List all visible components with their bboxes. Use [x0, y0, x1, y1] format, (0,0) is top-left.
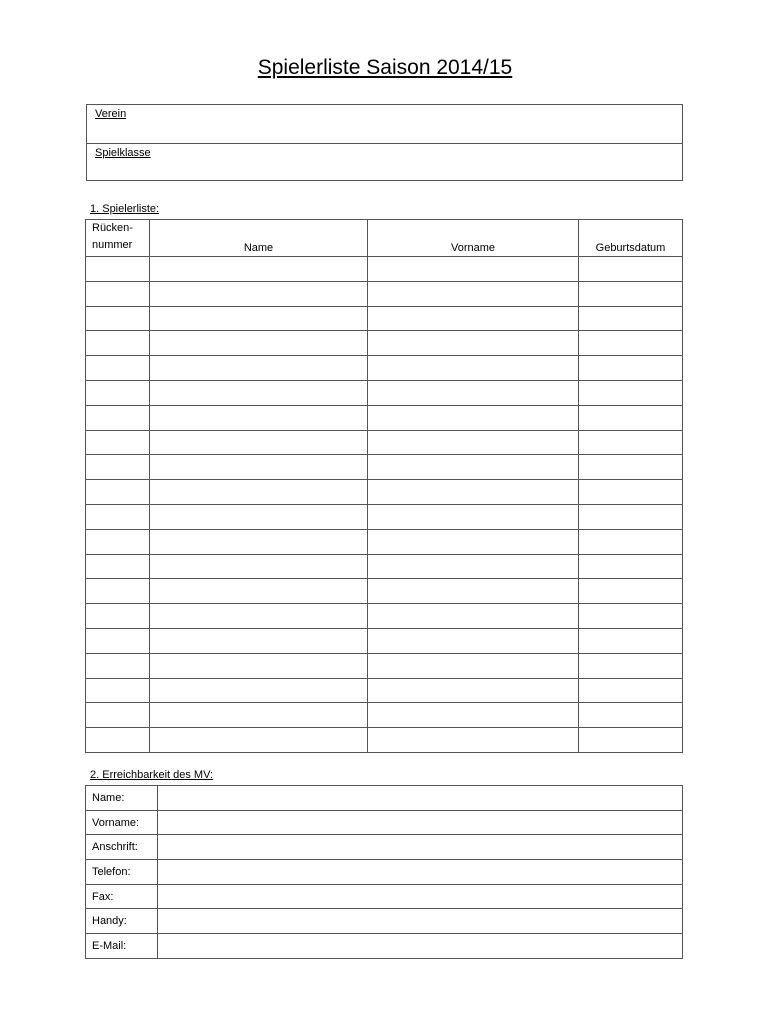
name-cell[interactable] [150, 380, 368, 405]
rueckennummer-cell[interactable] [86, 504, 150, 529]
verein-label: Verein [95, 108, 127, 120]
vorname-cell[interactable] [368, 331, 579, 356]
name-cell[interactable] [150, 455, 368, 480]
contact-value-field[interactable] [158, 835, 683, 860]
table-row [86, 405, 683, 430]
table-row [86, 455, 683, 480]
contact-row [86, 835, 683, 860]
player-table-header [86, 220, 683, 257]
name-cell[interactable] [150, 653, 368, 678]
contact-label: Vorname: [86, 810, 158, 835]
geburtsdatum-cell[interactable] [579, 703, 683, 728]
vorname-cell[interactable] [368, 653, 579, 678]
name-cell[interactable] [150, 480, 368, 505]
table-row [86, 504, 683, 529]
contact-row [86, 810, 683, 835]
contact-label: Handy: [86, 909, 158, 934]
page-title: Spielerliste Saison 2014/15 [257, 56, 513, 79]
vorname-cell[interactable] [368, 356, 579, 381]
geburtsdatum-cell[interactable] [579, 504, 683, 529]
geburtsdatum-cell[interactable] [579, 281, 683, 306]
contact-value-field[interactable] [158, 934, 683, 959]
geburtsdatum-cell[interactable] [579, 257, 683, 282]
vorname-cell[interactable] [368, 455, 579, 480]
column-header-vorname: Vorname [368, 220, 579, 257]
table-row [86, 529, 683, 554]
geburtsdatum-cell[interactable] [579, 653, 683, 678]
name-cell[interactable] [150, 306, 368, 331]
rueckennummer-cell[interactable] [86, 405, 150, 430]
contact-row [86, 909, 683, 934]
name-cell[interactable] [150, 529, 368, 554]
contact-value-field[interactable] [158, 884, 683, 909]
geburtsdatum-cell[interactable] [579, 554, 683, 579]
contact-value-field[interactable] [158, 786, 683, 811]
table-row [86, 430, 683, 455]
table-row [86, 579, 683, 604]
contact-value-field[interactable] [158, 909, 683, 934]
table-row [86, 356, 683, 381]
vorname-cell[interactable] [368, 678, 579, 703]
rueckennummer-cell[interactable] [86, 728, 150, 753]
spielklasse-label: Spielklasse [95, 147, 151, 159]
geburtsdatum-cell[interactable] [579, 529, 683, 554]
club-info-box [86, 104, 683, 181]
column-header-name: Name [150, 220, 368, 257]
geburtsdatum-cell[interactable] [579, 579, 683, 604]
vorname-cell[interactable] [368, 480, 579, 505]
contact-row [86, 786, 683, 811]
verein-field[interactable] [87, 105, 682, 143]
player-list-table [85, 219, 683, 753]
contact-row [86, 884, 683, 909]
rueckennummer-cell[interactable] [86, 306, 150, 331]
name-cell[interactable] [150, 405, 368, 430]
vorname-cell[interactable] [368, 554, 579, 579]
rueckennummer-cell[interactable] [86, 331, 150, 356]
vorname-cell[interactable] [368, 380, 579, 405]
geburtsdatum-cell[interactable] [579, 678, 683, 703]
geburtsdatum-cell[interactable] [579, 604, 683, 629]
contact-label: Name: [86, 786, 158, 811]
rueckennummer-cell[interactable] [86, 579, 150, 604]
geburtsdatum-cell[interactable] [579, 480, 683, 505]
vorname-cell[interactable] [368, 306, 579, 331]
geburtsdatum-cell[interactable] [579, 628, 683, 653]
rueckennummer-cell[interactable] [86, 281, 150, 306]
contact-row [86, 860, 683, 885]
table-row [86, 281, 683, 306]
spielklasse-field[interactable] [87, 143, 682, 181]
contact-label: Anschrift: [86, 835, 158, 860]
contact-row [86, 934, 683, 959]
vorname-cell[interactable] [368, 281, 579, 306]
geburtsdatum-cell[interactable] [579, 331, 683, 356]
contact-label: Telefon: [86, 860, 158, 885]
table-row [86, 257, 683, 282]
table-row [86, 703, 683, 728]
name-cell[interactable] [150, 579, 368, 604]
geburtsdatum-cell[interactable] [579, 405, 683, 430]
table-row [86, 480, 683, 505]
rueckennummer-cell[interactable] [86, 529, 150, 554]
name-cell[interactable] [150, 281, 368, 306]
column-header-rueckennummer [86, 220, 150, 257]
table-row [86, 554, 683, 579]
rueckennummer-cell[interactable] [86, 430, 150, 455]
table-row [86, 380, 683, 405]
name-cell[interactable] [150, 703, 368, 728]
table-row [86, 331, 683, 356]
geburtsdatum-cell[interactable] [579, 455, 683, 480]
vorname-cell[interactable] [368, 579, 579, 604]
column-header-rueckennummer-text: Rücken- nummer [92, 222, 133, 251]
name-cell[interactable] [150, 604, 368, 629]
geburtsdatum-cell[interactable] [579, 356, 683, 381]
table-row [86, 604, 683, 629]
vorname-cell[interactable] [368, 529, 579, 554]
rueckennummer-cell[interactable] [86, 703, 150, 728]
vorname-cell[interactable] [368, 504, 579, 529]
vorname-cell[interactable] [368, 703, 579, 728]
geburtsdatum-cell[interactable] [579, 728, 683, 753]
name-cell[interactable] [150, 678, 368, 703]
rueckennummer-cell[interactable] [86, 380, 150, 405]
rueckennummer-cell[interactable] [86, 257, 150, 282]
section-heading-erreichbarkeit: 2. Erreichbarkeit des MV: [90, 769, 214, 781]
name-cell[interactable] [150, 628, 368, 653]
table-row [86, 678, 683, 703]
rueckennummer-cell[interactable] [86, 628, 150, 653]
vorname-cell[interactable] [368, 628, 579, 653]
table-row [86, 653, 683, 678]
vorname-cell[interactable] [368, 728, 579, 753]
vorname-cell[interactable] [368, 604, 579, 629]
name-cell[interactable] [150, 554, 368, 579]
contact-label: Fax: [86, 884, 158, 909]
geburtsdatum-cell[interactable] [579, 430, 683, 455]
contact-value-field[interactable] [158, 860, 683, 885]
section-heading-spielerliste: 1. Spielerliste: [90, 203, 160, 215]
name-cell[interactable] [150, 728, 368, 753]
name-cell[interactable] [150, 257, 368, 282]
name-cell[interactable] [150, 430, 368, 455]
rueckennummer-cell[interactable] [86, 455, 150, 480]
rueckennummer-cell[interactable] [86, 356, 150, 381]
rueckennummer-cell[interactable] [86, 480, 150, 505]
name-cell[interactable] [150, 504, 368, 529]
name-cell[interactable] [150, 356, 368, 381]
table-row [86, 306, 683, 331]
geburtsdatum-cell[interactable] [579, 306, 683, 331]
vorname-cell[interactable] [368, 257, 579, 282]
table-row [86, 628, 683, 653]
table-row [86, 728, 683, 753]
vorname-cell[interactable] [368, 405, 579, 430]
rueckennummer-cell[interactable] [86, 678, 150, 703]
rueckennummer-cell[interactable] [86, 554, 150, 579]
rueckennummer-cell[interactable] [86, 653, 150, 678]
column-header-geburtsdatum: Geburtsdatum [579, 220, 683, 257]
name-cell[interactable] [150, 331, 368, 356]
contact-label: E-Mail: [86, 934, 158, 959]
contact-table [85, 785, 683, 959]
geburtsdatum-cell[interactable] [579, 380, 683, 405]
vorname-cell[interactable] [368, 430, 579, 455]
contact-value-field[interactable] [158, 810, 683, 835]
rueckennummer-cell[interactable] [86, 604, 150, 629]
